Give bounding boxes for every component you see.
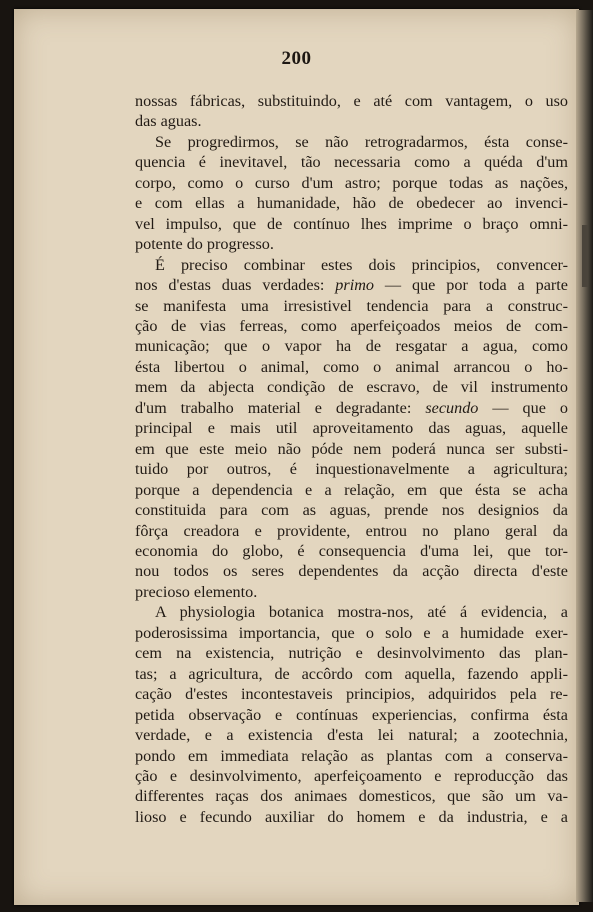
- page-number: 200: [281, 48, 312, 69]
- line: lioso e fecundo auxiliar do homem e da industria, e a: [135, 807, 568, 826]
- line: verdade, e a existencia d'esta lei natural; a zootechnia,: [135, 726, 568, 745]
- line: porque a dependencia e a relação, em que ésta se acha: [135, 480, 568, 499]
- line: nos d'estas duas verdades: primo — que por toda a parte: [135, 276, 568, 295]
- line: precioso elemento.: [135, 582, 258, 601]
- line: ésta libertou o animal, como o animal arrancou o ho-: [135, 357, 568, 376]
- line: constituida para com as aguas, prende nos designios da: [135, 501, 568, 520]
- italic-word: secundo: [425, 398, 479, 417]
- body-text: [135, 91, 568, 827]
- page-edge-marker: [582, 225, 588, 287]
- book-page: [14, 9, 579, 905]
- line: nossas fábricas, substituindo, e até com vantagem, o uso: [135, 92, 568, 110]
- line: potente do progresso.: [135, 235, 274, 254]
- line: das aguas.: [135, 112, 202, 131]
- italic-word: primo: [335, 276, 374, 295]
- line: ção e desinvolvimento, aperfeiçoamento e reproducção das: [135, 766, 568, 785]
- line: vel impulso, que de contínuo lhes imprime o braço omni-: [135, 214, 568, 233]
- line: e com ellas a humanidade, hão de obedecer ao invenci-: [135, 194, 568, 213]
- line: cação d'estes incontestaveis principios, adquiridos pela re-: [135, 685, 568, 704]
- page-edge: [576, 10, 593, 902]
- line: quencia é inevitavel, tão necessaria como a quéda d'um: [135, 153, 568, 172]
- line: ção de vias ferreas, como aperfeiçoados meios de com-: [135, 316, 568, 335]
- line: em que este meio não póde nem poderá nunca ser substi-: [135, 439, 568, 458]
- line: corpo, como o curso d'um astro; porque todas as nações,: [135, 173, 568, 192]
- line: differentes raças dos animaes domesticos, que são um va-: [135, 787, 568, 806]
- line: municação; que o vapor ha de resgatar a agua, como: [135, 337, 568, 356]
- line: nou todos os seres dependentes da acção directa d'este: [135, 562, 568, 581]
- line: petida observação e contínuas experiencias, confirma ésta: [135, 705, 568, 724]
- line: fôrça creadora e providente, entrou no plano geral da: [135, 521, 568, 540]
- line: Se progredirmos, se não retrogradarmos, ésta conse-: [155, 132, 568, 151]
- line: poderosissima importancia, que o solo e a humidade exer-: [135, 623, 568, 642]
- line: se manifesta uma irresistivel tendencia para a construc-: [135, 296, 568, 315]
- line: É preciso combinar estes dois principios, convencer-: [155, 255, 568, 274]
- line: economia do globo, é consequencia d'uma lei, que tor-: [135, 541, 568, 560]
- line: pondo em immediata relação as plantas com a conserva-: [135, 746, 568, 765]
- line: d'um trabalho material e degradante: secundo — que o: [135, 398, 569, 417]
- line: mem da abjecta condição de escravo, de vil instrumento: [135, 378, 568, 397]
- line: tuido por outros, é inquestionavelmente a agricultura;: [135, 460, 568, 479]
- line: tas; a agricultura, de accôrdo com aquella, fazendo appli-: [135, 664, 568, 683]
- line: A physiologia botanica mostra-nos, até á evidencia, a: [155, 603, 568, 622]
- line: principal e mais util aproveitamento das aguas, aquelle: [135, 419, 568, 438]
- line: cem na existencia, nutrição e desinvolvimento das plan-: [135, 644, 568, 663]
